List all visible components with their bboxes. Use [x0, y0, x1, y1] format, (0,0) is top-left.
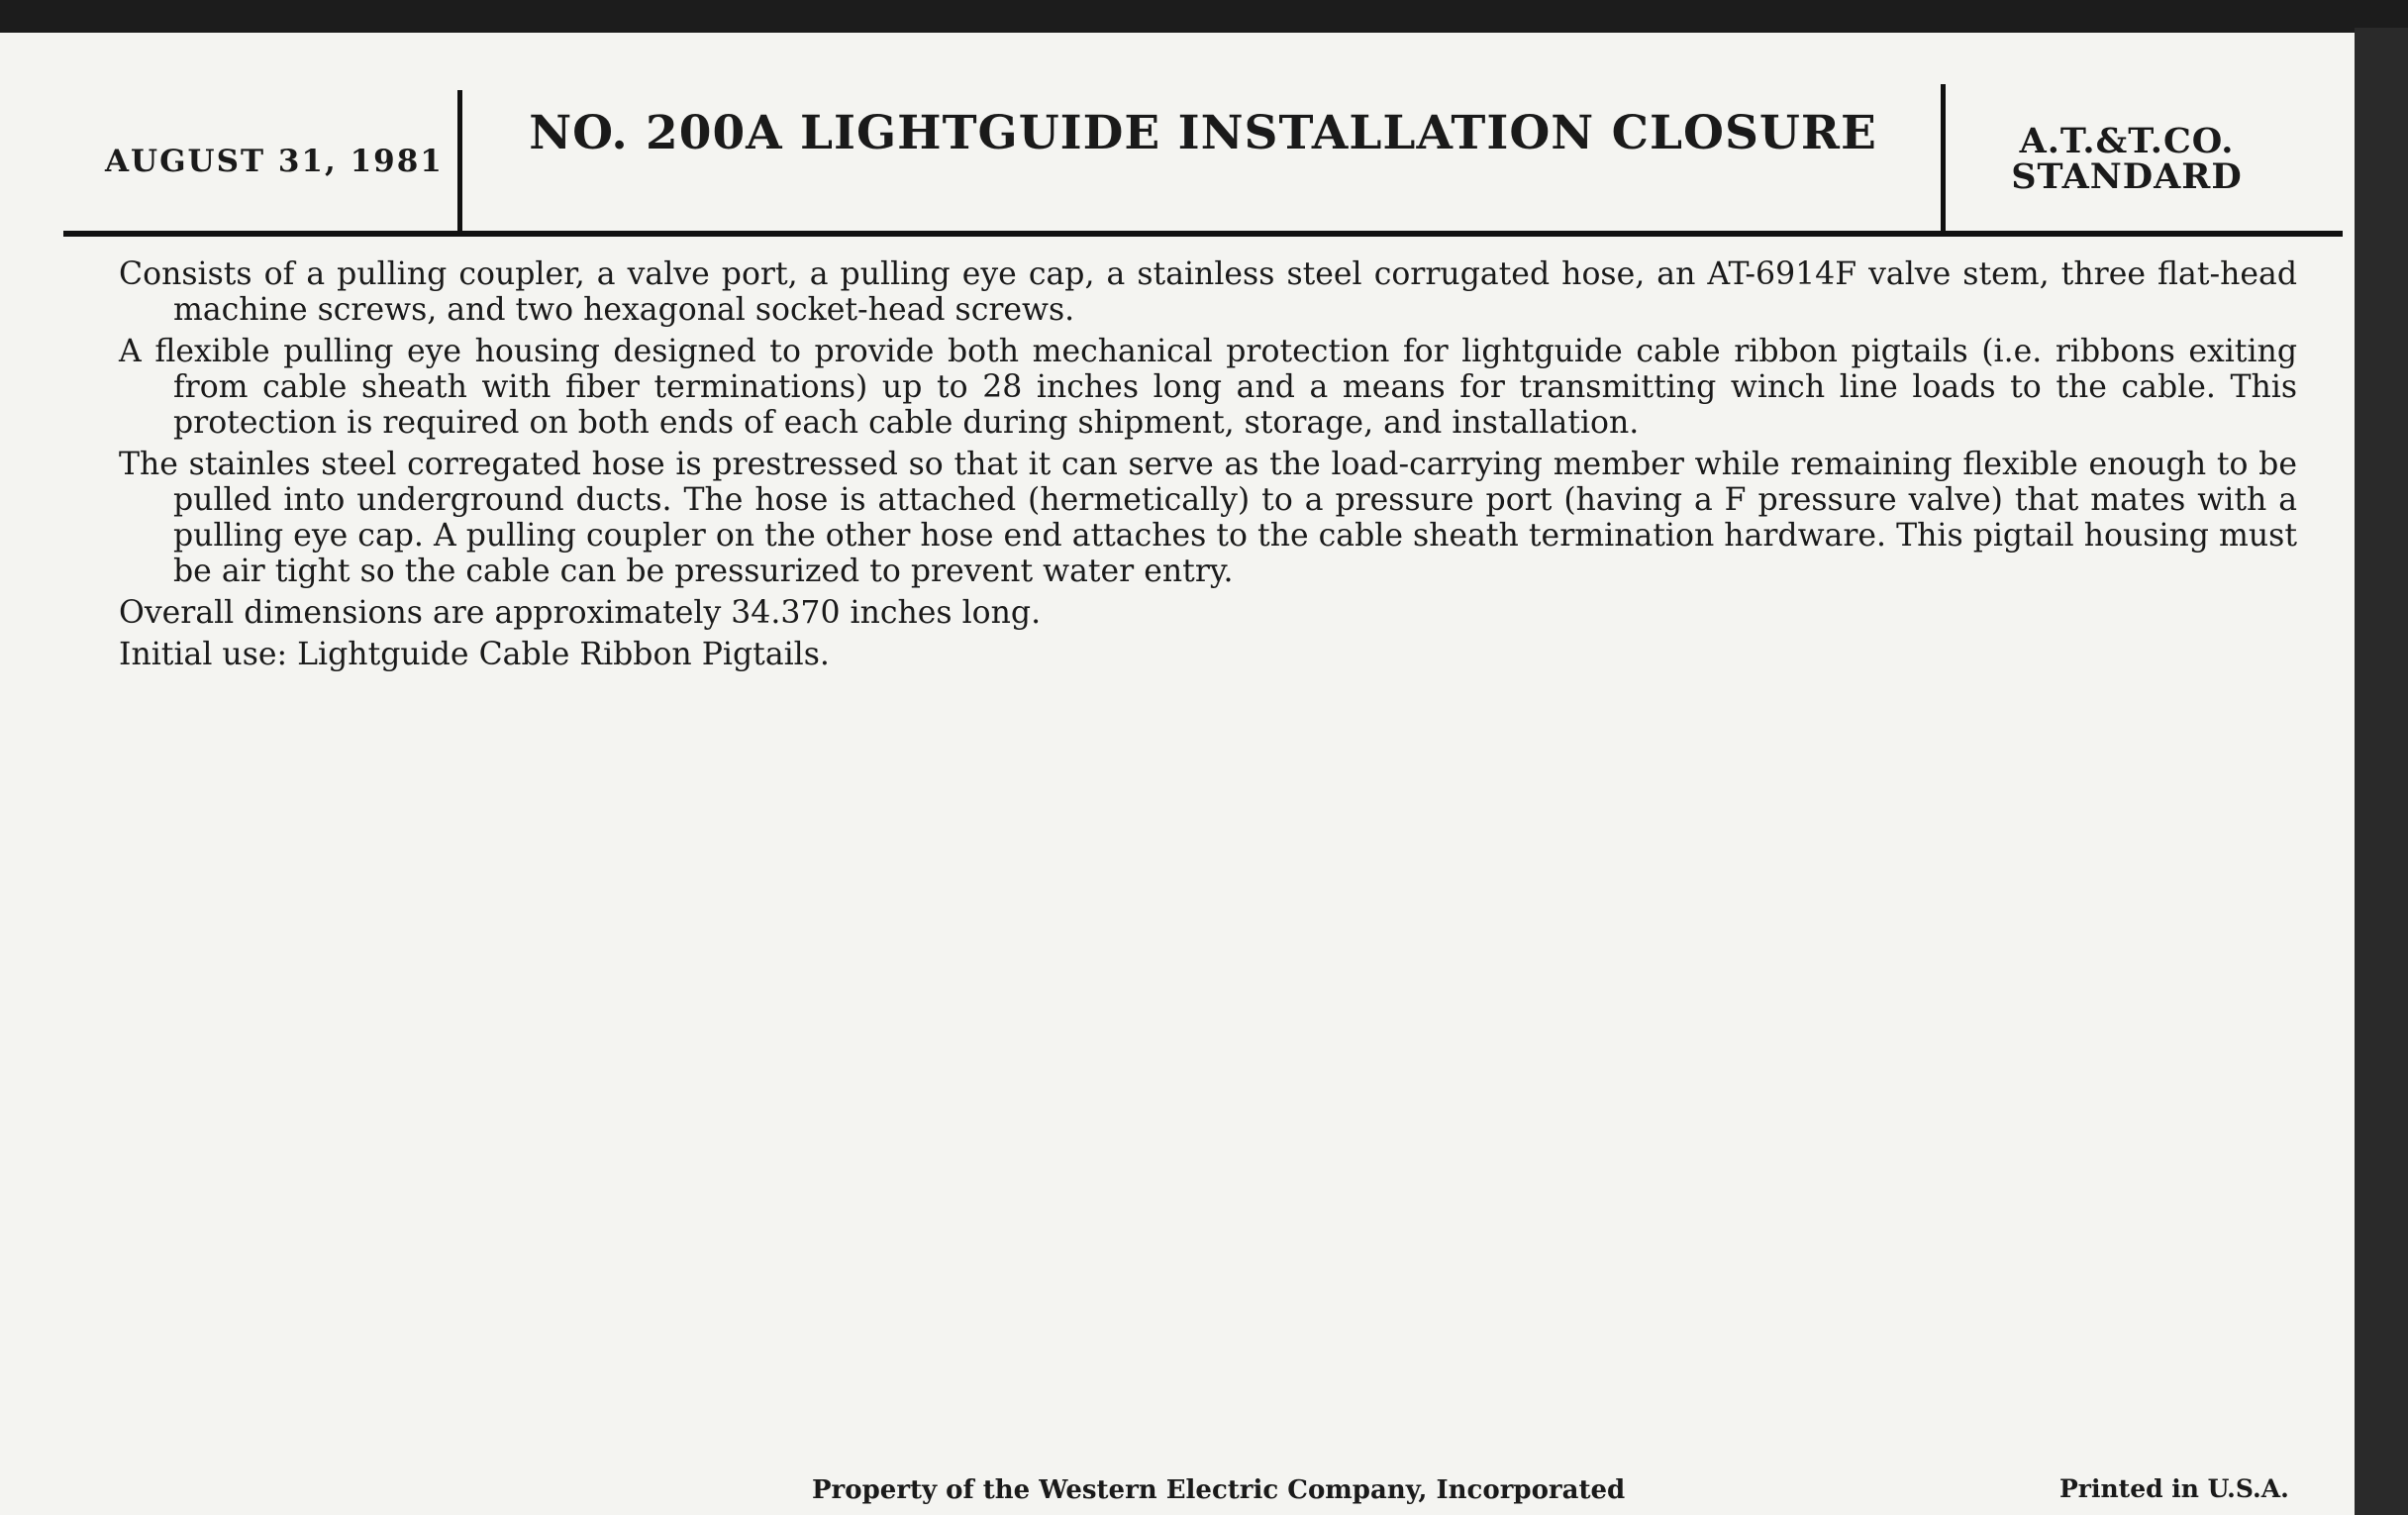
standard-line-2: STANDARD — [2011, 156, 2243, 197]
paragraph-initial-use: Initial use: Lightguide Cable Ribbon Pigtails. — [119, 637, 830, 672]
footer-property: Property of the Western Electric Company, Incorporated — [812, 1475, 1626, 1505]
footer-printed: Printed in U.S.A. — [2059, 1474, 2289, 1503]
paragraph-dimensions: Overall dimensions are approximately 34.370 inches long. — [119, 595, 1042, 631]
document-card — [0, 33, 2355, 1515]
paragraph-hose: The stainles steel corregated hose is prestressed so that it can serve as the load-carrying member while remaining flexible enough to be pulled into underground ducts. The hose is attached (hermetically) to a pressure port (having a F pressure valve) that mates with a pulling eye cap. A pulling coupler on the other hose end attaches to the cable sheath termination hardware. This pigtail housing must be air tight so the cable can be pressurized to prevent water entry. — [119, 447, 2297, 589]
document-title: NO. 200A LIGHTGUIDE INSTALLATION CLOSURE — [529, 106, 1877, 160]
header-divider-right — [1941, 84, 1946, 233]
document-body — [119, 256, 2297, 678]
document-date: AUGUST 31, 1981 — [105, 144, 444, 179]
standard-line-1: A.T.&T.CO. — [2019, 121, 2235, 161]
header-divider-left — [457, 90, 462, 237]
paragraph-description: A flexible pulling eye housing designed to provide both mechanical protection for lightguide cable ribbon pigtails (i.e. ribbons exiting from cable sheath with fiber terminations) up to 28 inches long and a means for transmitting winch line loads to the cable. This protection is required on both ends of each cable during shipment, storage, and installation. — [119, 334, 2297, 441]
standard-label — [1949, 121, 2305, 197]
scan-edge — [2355, 28, 2408, 1515]
header-rule — [63, 231, 2343, 237]
paragraph-components: Consists of a pulling coupler, a valve port, a pulling eye cap, a stainless steel corrugated hose, an AT-6914F valve stem, three flat-head machine screws, and two hexagonal socket-head screws. — [119, 256, 2297, 328]
